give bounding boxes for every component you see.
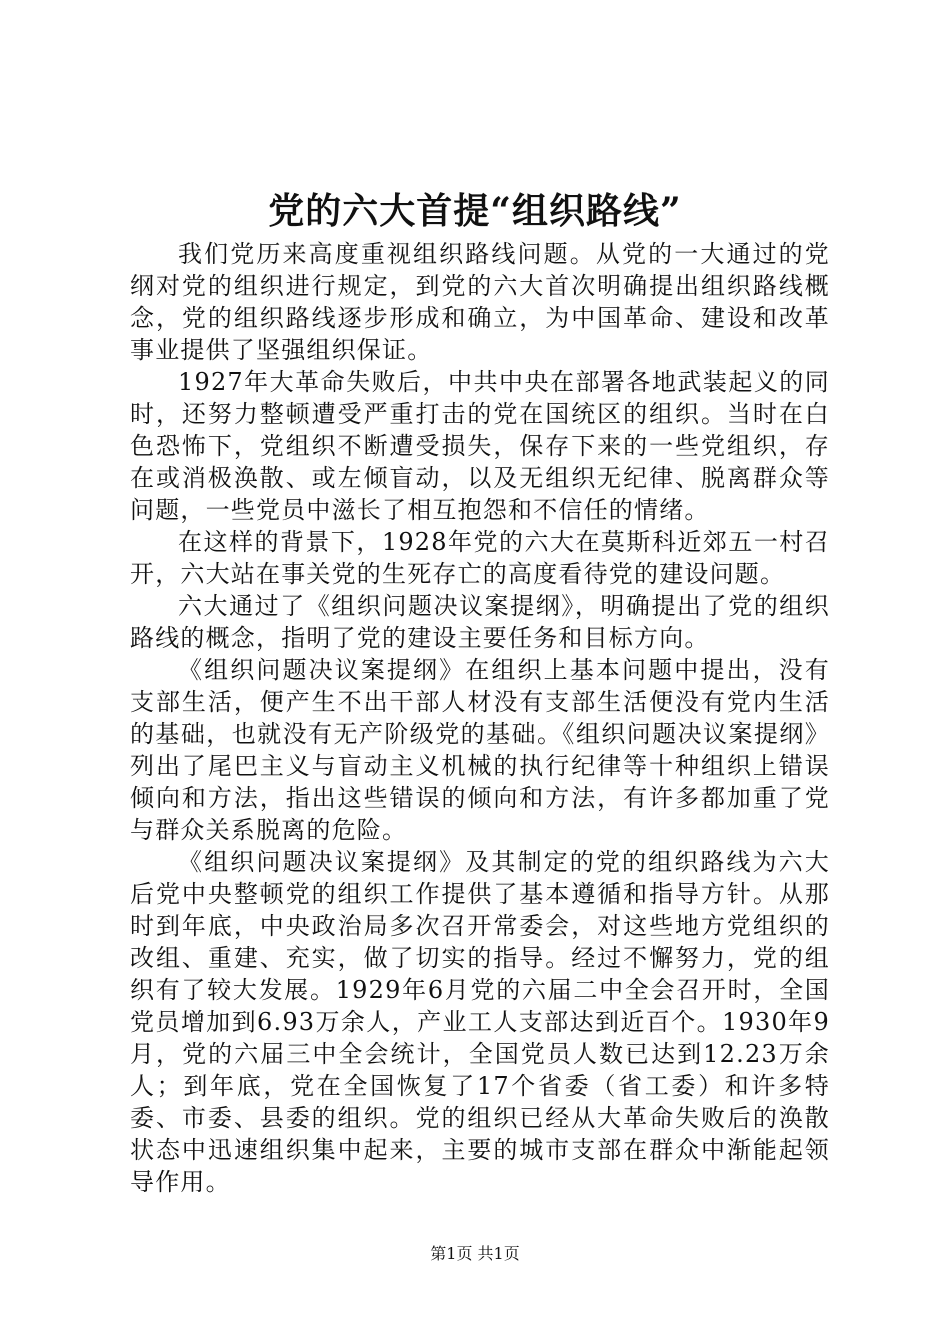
paragraph: 在这样的背景下，1928年党的六大在莫斯科近郊五一村召开，六大站在事关党的生死存亡的高度看待党的建设问题。 [130, 528, 830, 588]
paragraph: 《组织问题决议案提纲》在组织上基本问题中提出，没有支部生活，便产生不出干部人材没有支部生活便没有党内生活的基础，也就没有无产阶级党的基础。《组织问题决议案提纲》列出了尾巴主义与盲动主义机械的执行纪律等十种组织上错误倾向和方法，指出这些错误的倾向和方法，有许多都加重了党与群众关系脱离的危险。 [130, 656, 830, 844]
document-title: 党的六大首提“组织路线” [268, 190, 682, 232]
paragraph: 我们党历来高度重视组织路线问题。从党的一大通过的党纲对党的组织进行规定，到党的六大首次明确提出组织路线概念，党的组织路线逐步形成和确立，为中国革命、建设和改革事业提供了坚强组织保证。 [130, 240, 830, 364]
paragraph: 六大通过了《组织问题决议案提纲》，明确提出了党的组织路线的概念，指明了党的建设主要任务和目标方向。 [130, 592, 830, 652]
document-body [130, 238, 830, 1198]
paragraph: 1927年大革命失败后，中共中央在部署各地武装起义的同时，还努力整顿遭受严重打击的党在国统区的组织。当时在白色恐怖下，党组织不断遭受损失，保存下来的一些党组织，存在或消极涣散、或左倾盲动，以及无组织无纪律、脱离群众等问题，一些党员中滋长了相互抱怨和不信任的情绪。 [130, 368, 830, 524]
paragraph: 《组织问题决议案提纲》及其制定的党的组织路线为六大后党中央整顿党的组织工作提供了基本遵循和指导方针。从那时到年底，中央政治局多次召开常委会，对这些地方党组织的改组、重建、充实，做了切实的指导。经过不懈努力，党的组织有了较大发展。1929年6月党的六届二中全会召开时，全国党员增加到6.93万余人，产业工人支部达到近百个。1930年9月，党的六届三中全会统计，全国党员人数已达到12.23万余人；到年底，党在全国恢复了17个省委（省工委）和许多特委、市委、县委的组织。党的组织已经从大革命失败后的涣散状态中迅速组织集中起来，主要的城市支部在群众中渐能起领导作用。 [130, 848, 830, 1196]
page-number-footer: 第1页 共1页 [430, 1244, 520, 1263]
